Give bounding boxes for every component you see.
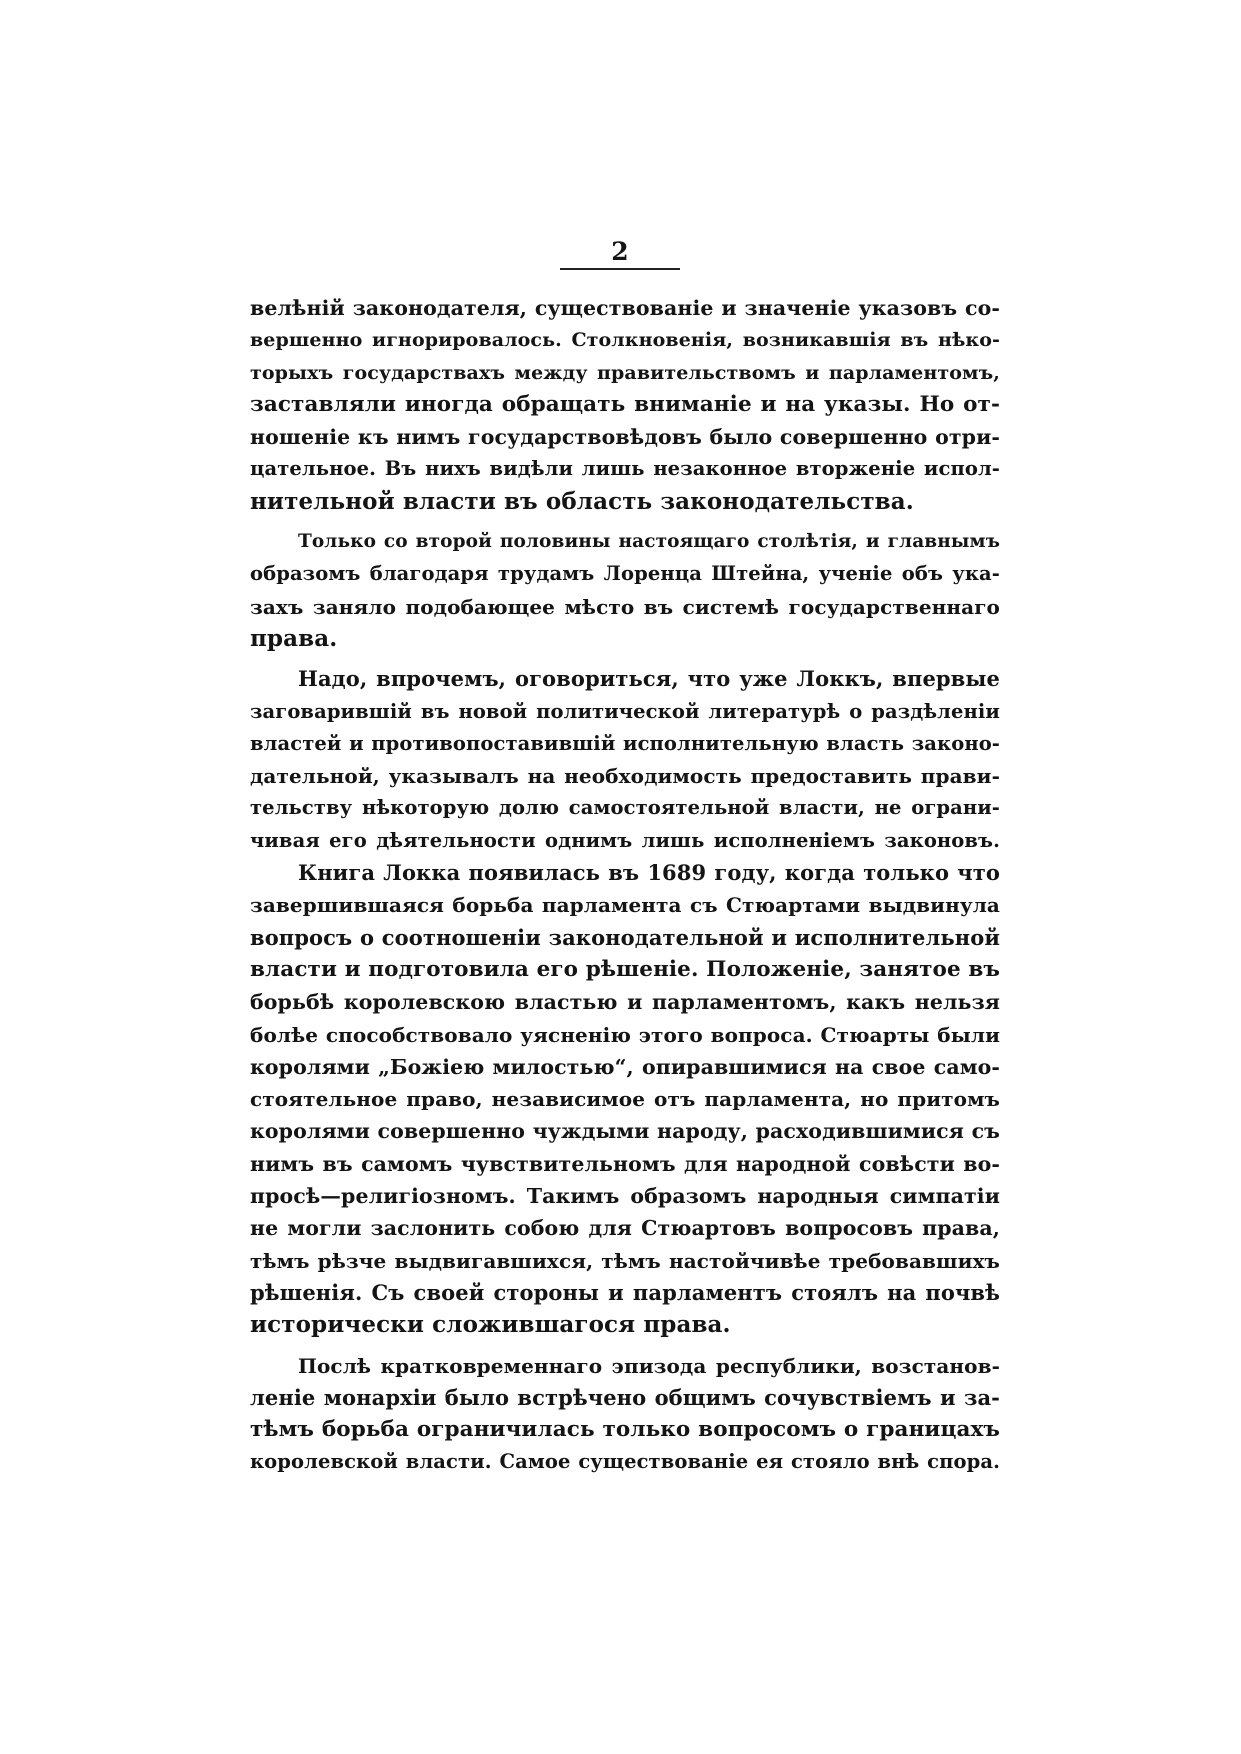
text-line: леніе монархіи было встрѣчено общимъ сочувствіемъ и за- <box>250 1384 1000 1410</box>
text-line: королевской власти. Самое существованіе ея стояло внѣ спора. <box>250 1450 1000 1474</box>
text-line: вопросъ о соотношеніи законодательной и исполнительной <box>250 924 1000 950</box>
paragraph-5 <box>250 1350 1000 1479</box>
paragraph-4 <box>250 857 1000 1341</box>
text-line: Надо, впрочемъ, оговориться, что уже Локкъ, впервые <box>298 666 1000 692</box>
text-line: тѣмъ рѣзче выдвигавшихся, тѣмъ настойчивѣе требовавшихъ <box>250 1248 1000 1273</box>
text-line: ношеніе къ нимъ государствовѣдовъ было совершенно отри- <box>250 425 1000 450</box>
text-line: завершившаяся борьба парламента съ Стюартами выдвинула <box>250 893 1000 918</box>
text-line: нимъ въ самомъ чувствительномъ для народной совѣсти во- <box>250 1151 1000 1176</box>
text-line: права. <box>250 624 338 652</box>
text-line: болѣе способствовало уясненію этого вопроса. Стюарты были <box>250 1022 1000 1047</box>
page-number-rule <box>560 268 680 270</box>
text-line: рѣшенія. Съ своей стороны и парламентъ стоялъ на почвѣ <box>250 1279 1000 1305</box>
text-line: властей и противопоставившій исполнительную власть законо- <box>250 731 1000 755</box>
text-line: тѣмъ борьба ограничилась только вопросомъ о границахъ <box>250 1417 1000 1443</box>
text-line: просѣ—религіозномъ. Такимъ образомъ народныя симпатіи <box>250 1184 1000 1209</box>
text-line: чивая его дѣятельности однимъ лишь исполненіемъ законовъ. <box>250 828 1000 852</box>
page-number: 2 <box>611 237 629 266</box>
text-line: велѣній законодателя, существованіе и значеніе указовъ со- <box>250 296 1000 320</box>
text-line: нительной власти въ область законодательства. <box>250 487 914 515</box>
text-line: дательной, указывалъ на необходимость предоставить прави- <box>250 764 1000 789</box>
text-line: не могли заслонить собою для Стюартовъ вопросовъ права, <box>250 1216 1000 1241</box>
paragraph-2 <box>250 526 1000 655</box>
text-line: заговарившій въ новой политической литературѣ о раздѣленіи <box>250 699 1000 723</box>
body-text <box>250 292 1000 1479</box>
text-line: Только со второй половины настоящаго столѣтія, и главнымъ <box>298 531 1000 553</box>
text-line: тельству нѣкоторую долю самостоятельной власти, не ограни- <box>250 796 1000 820</box>
text-line: королями совершенно чуждыми народу, расходившимися съ <box>250 1119 1000 1144</box>
text-line: Послѣ кратковременнаго эпизода республики, возстанов- <box>298 1353 1000 1378</box>
text-line: исторически сложившагося права. <box>250 1311 731 1339</box>
paragraph-3 <box>250 663 1000 857</box>
text-line: стоятельное право, независимое отъ парламента, но притомъ <box>250 1087 1000 1112</box>
text-line: заставляли иногда обращать вниманіе и на указы. Но от- <box>250 391 1000 417</box>
paragraph-1 <box>250 292 1000 518</box>
text-line: борьбѣ королевскою властью и парламентомъ, какъ нельзя <box>250 990 1000 1015</box>
text-line: торыхъ государствахъ между правительствомъ и парламентомъ, <box>250 361 1000 384</box>
text-line: цательное. Въ нихъ видѣли лишь незаконное вторженіе испол- <box>250 457 1000 481</box>
text-line: образомъ благодаря трудамъ Лоренца Штейна, ученіе объ ука- <box>250 562 1000 586</box>
text-line: захъ заняло подобающее мѣсто въ системѣ государственнаго <box>250 594 1000 619</box>
text-line: королями „Божіею милостью“, опиравшимися на свое само- <box>250 1054 1000 1079</box>
text-line: власти и подготовила его рѣшеніе. Положеніе, занятое въ <box>250 956 1000 982</box>
text-line: Книга Локка появилась въ 1689 году, когда только что <box>298 860 1000 886</box>
text-line: вершенно игнорировалось. Столкновенія, возникавшія въ нѣко- <box>250 329 1000 352</box>
